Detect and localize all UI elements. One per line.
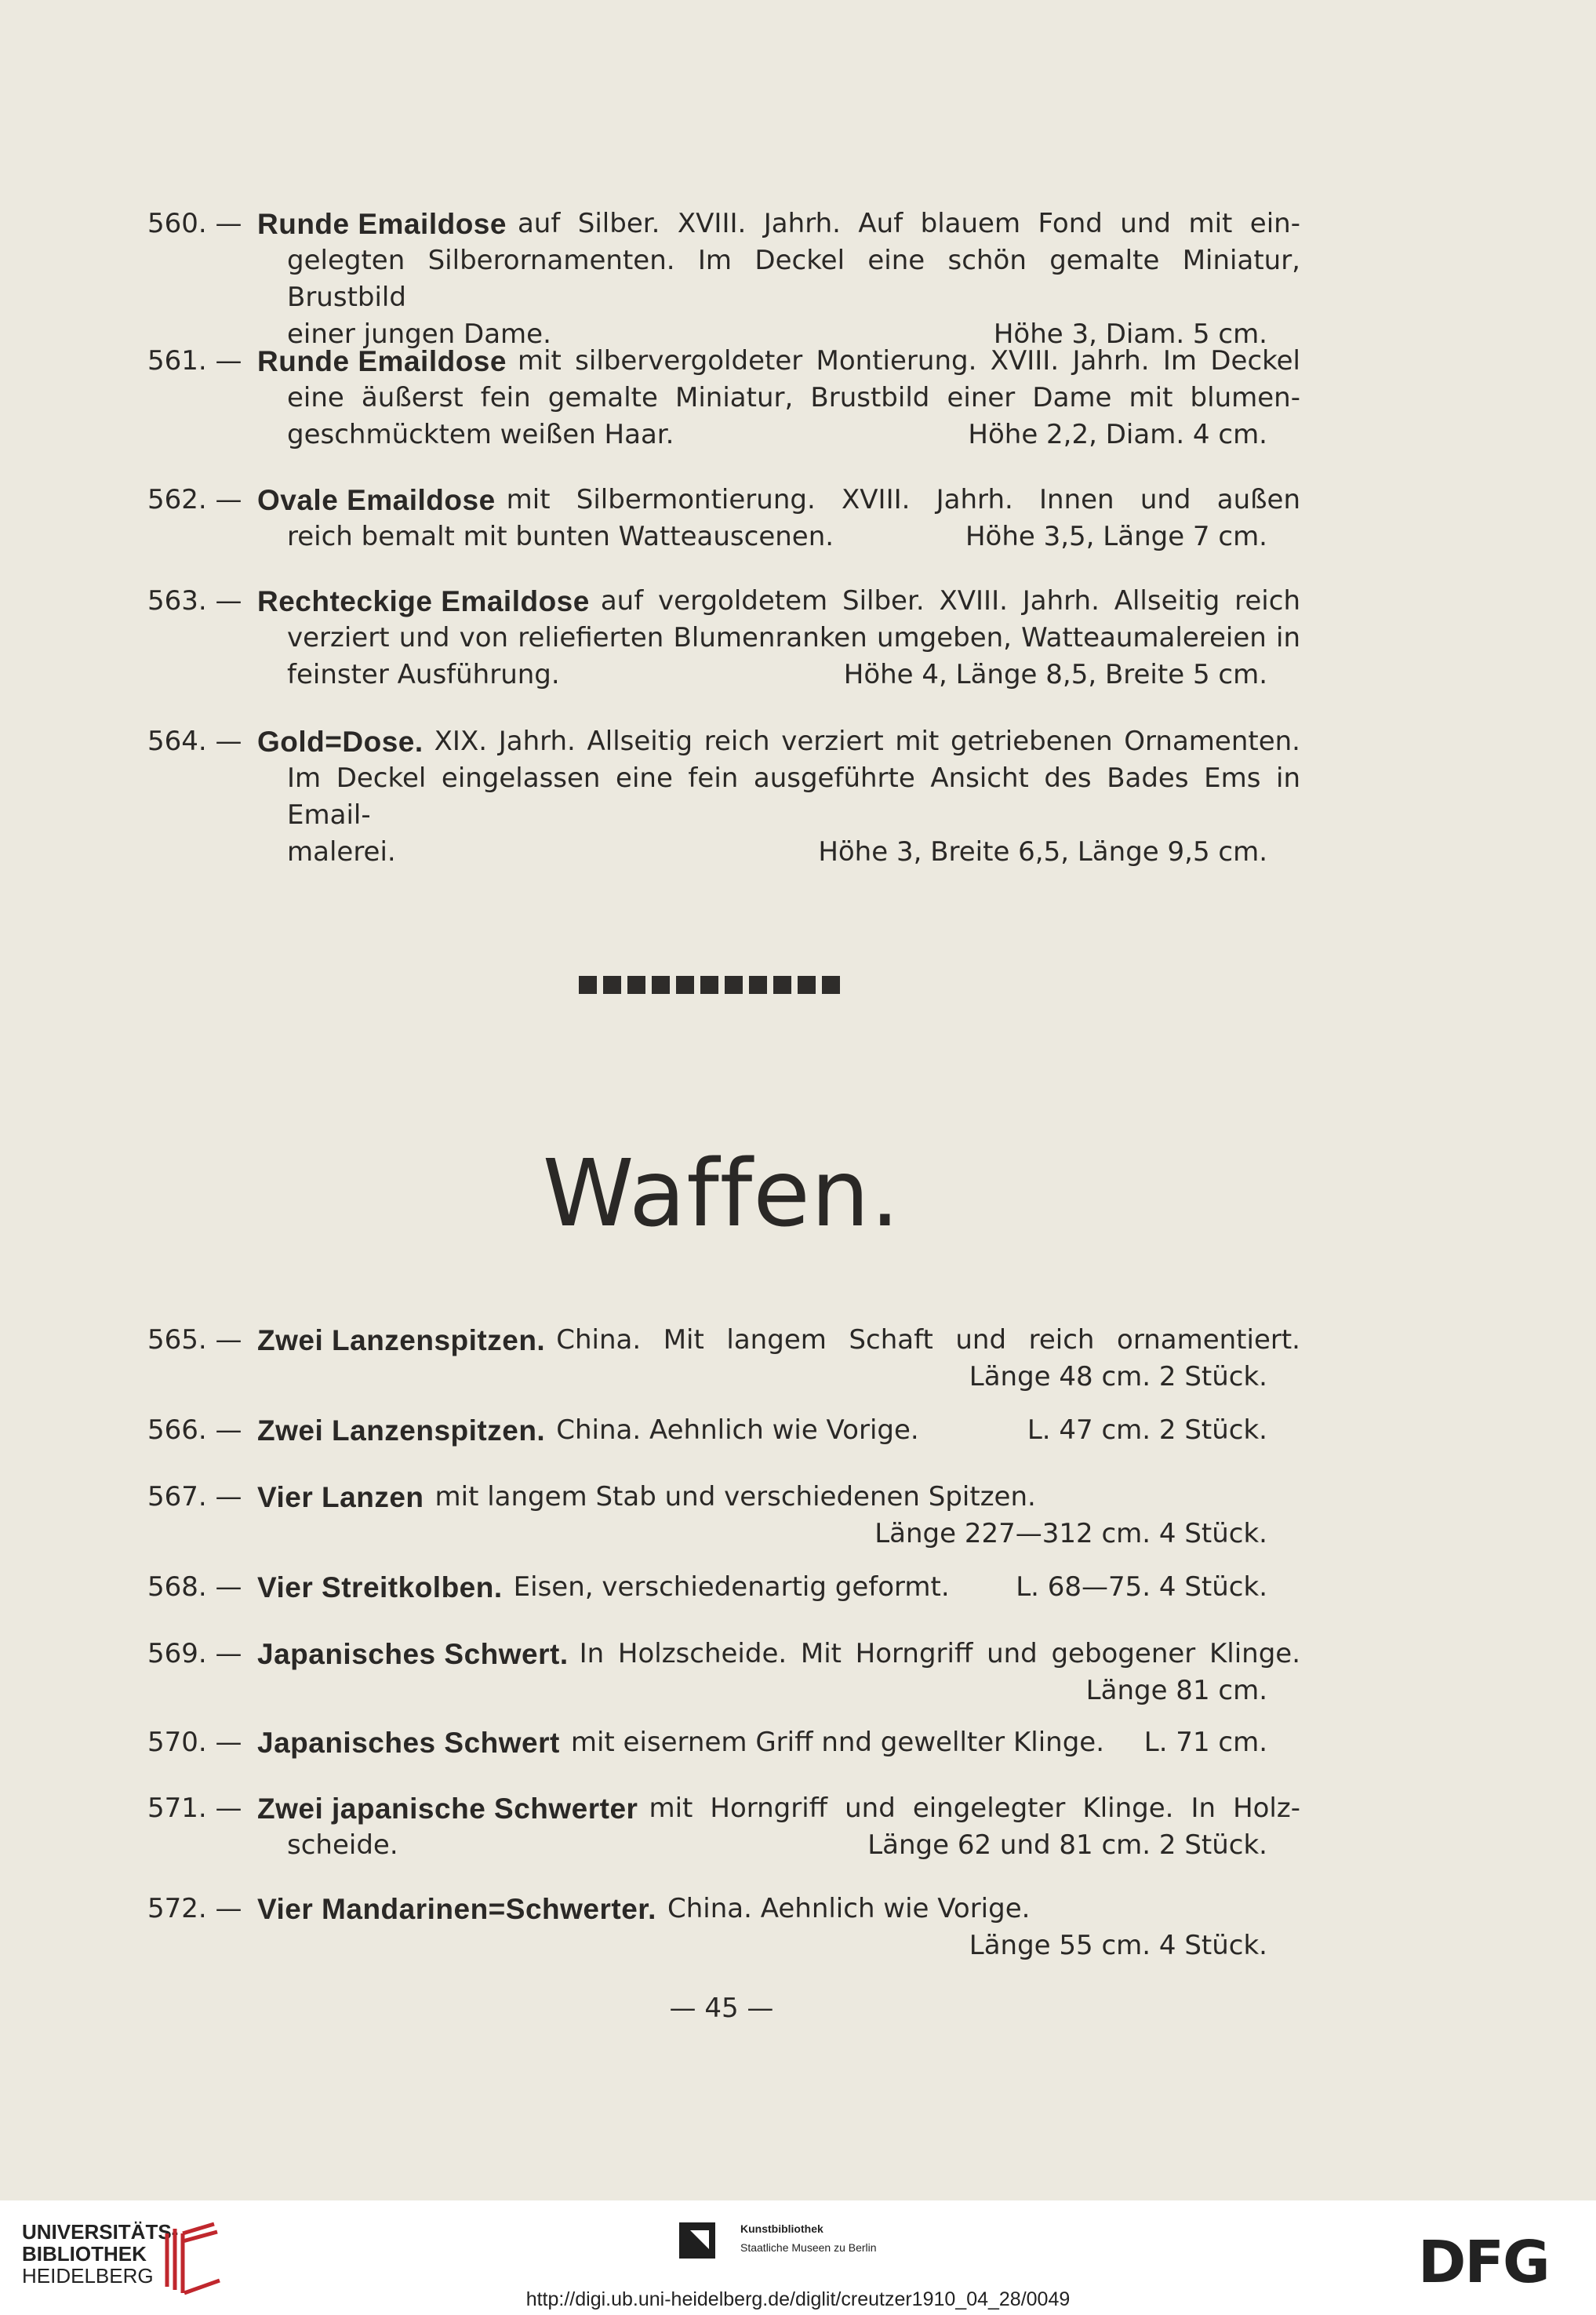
entry-text: Eisen, verschiedenartig geformt. (513, 1571, 950, 1603)
entry-number: 567. (147, 1481, 207, 1512)
entry-title: Zwei japanische Schwerter (257, 1793, 638, 1825)
entry-measurements: Länge 48 cm. 2 Stück. (969, 1361, 1267, 1392)
catalog-entry-569: 569. — Japanisches Schwert. In Holzscheide. Mit Horngriff und gebogener Klinge. Länge 81 cm. (147, 1636, 1300, 1709)
catalog-entry-563: 563. — Rechteckige Emaildose auf vergoldetem Silber. XVIII. Jahrh. Allseitig reich verziert und von reliefierten Blumenranken umgeben, Watteaumalereien in feinster Ausführung. Höhe 4, Länge 8,5, Breite 5 cm. (147, 583, 1300, 693)
entry-text: China. Aehnlich wie Vorige. (556, 1414, 919, 1446)
catalog-entry-570: 570. — Japanisches Schwert mit eisernem Griff nnd gewellter Klinge. L. 71 cm. (147, 1724, 1300, 1761)
entry-text: verziert und von reliefierten Blumenranken umgeben, Watteaumalereien in (287, 622, 1300, 653)
entry-number: 565. (147, 1324, 207, 1356)
university-logo-icon (161, 2218, 224, 2296)
entry-number: 572. (147, 1893, 207, 1924)
entry-text: mit Silbermontierung. XVIII. Jahrh. Innen und außen (506, 484, 1300, 515)
entry-text: scheide. (287, 1829, 398, 1861)
entry-number: 562. (147, 484, 207, 515)
entry-title: Japanisches Schwert (257, 1727, 560, 1759)
entry-title: Runde Emaildose (257, 345, 507, 377)
entry-text: mit eisernem Griff nnd gewellter Klinge. (570, 1727, 1105, 1758)
entry-text: malerei. (287, 836, 396, 868)
entry-measurements: Höhe 3, Diam. 5 cm. (993, 318, 1267, 350)
entry-text: einer jungen Dame. (287, 318, 551, 350)
entry-text: auf Silber. XVIII. Jahrh. Auf blauem Fond und mit ein- (517, 208, 1300, 239)
university-library-name: UNIVERSITÄTS- BIBLIOTHEK HEIDELBERG (22, 2220, 179, 2288)
entry-number: 569. (147, 1638, 207, 1669)
entry-number: 571. (147, 1793, 207, 1824)
entry-title: Runde Emaildose (257, 208, 507, 240)
entry-number: 564. (147, 726, 207, 757)
entry-text: Im Deckel eingelassen eine fein ausgeführte Ansicht des Bades Ems in Email- (287, 763, 1300, 831)
entry-title: Vier Lanzen (257, 1481, 424, 1513)
entry-text: China. Mit langem Schaft und reich ornamentiert. (556, 1324, 1300, 1356)
entry-title: Zwei Lanzenspitzen. (257, 1324, 546, 1356)
digitization-footer (0, 2200, 1596, 2315)
entry-measurements: L. 68—75. 4 Stück. (1016, 1571, 1267, 1603)
catalog-entry-566: 566. — Zwei Lanzenspitzen. China. Aehnlich wie Vorige. L. 47 cm. 2 Stück. (147, 1412, 1300, 1449)
entry-title: Japanisches Schwert. (257, 1638, 569, 1670)
entry-number: 570. (147, 1727, 207, 1758)
entry-text: auf vergoldetem Silber. XVIII. Jahrh. Allseitig reich (600, 585, 1300, 617)
entry-number: 560. (147, 208, 207, 239)
entry-text: mit langem Stab und verschiedenen Spitzen. (434, 1481, 1036, 1512)
entry-title: Vier Mandarinen=Schwerter. (257, 1893, 656, 1925)
catalog-entry-568: 568. — Vier Streitkolben. Eisen, verschiedenartig geformt. L. 68—75. 4 Stück. (147, 1569, 1300, 1606)
entry-title: Zwei Lanzenspitzen. (257, 1414, 546, 1447)
entry-text: feinster Ausführung. (287, 659, 560, 690)
entry-measurements: Höhe 2,2, Diam. 4 cm. (968, 419, 1267, 450)
section-heading: Waffen. (542, 1139, 901, 1247)
entry-measurements: Länge 227—312 cm. 4 Stück. (874, 1518, 1267, 1549)
catalog-entry-564: 564. — Gold=Dose. XIX. Jahrh. Allseitig reich verziert mit getriebenen Ornamenten. Im Deckel eingelassen eine fein ausgeführte Ansicht des Bades Ems in Email- malerei. Höhe 3, Breite 6,5, Länge 9,5 cm. (147, 723, 1300, 871)
entry-measurements: Höhe 3,5, Länge 7 cm. (965, 521, 1267, 552)
entry-title: Rechteckige Emaildose (257, 585, 590, 617)
permalink-url[interactable]: http://digi.ub.uni-heidelberg.de/diglit/creutzer1910_04_28/0049 (525, 2288, 1071, 2310)
entry-measurements: L. 71 cm. (1143, 1727, 1267, 1758)
entry-measurements: Höhe 4, Länge 8,5, Breite 5 cm. (843, 659, 1267, 690)
entry-text: China. Aehnlich wie Vorige. (667, 1893, 1031, 1924)
catalog-entry-571: 571. — Zwei japanische Schwerter mit Horngriff und eingelegter Klinge. In Holz- scheide. Länge 62 und 81 cm. 2 Stück. (147, 1790, 1300, 1864)
entry-text: In Holzscheide. Mit Horngriff und gebogener Klinge. (579, 1638, 1300, 1669)
catalog-entry-572: 572. — Vier Mandarinen=Schwerter. China. Aehnlich wie Vorige. Länge 55 cm. 4 Stück. (147, 1891, 1300, 1964)
kunstbibliothek-logo-icon (679, 2222, 715, 2259)
entry-title: Gold=Dose. (257, 726, 424, 758)
entry-measurements: Länge 55 cm. 4 Stück. (969, 1930, 1267, 1961)
entry-title: Ovale Emaildose (257, 484, 496, 516)
entry-measurements: L. 47 cm. 2 Stück. (1027, 1414, 1267, 1446)
entry-number: 568. (147, 1571, 207, 1603)
entry-measurements: Länge 62 und 81 cm. 2 Stück. (867, 1829, 1267, 1861)
entry-text: mit silbervergoldeter Montierung. XVIII. Jahrh. Im Deckel (517, 345, 1300, 377)
catalog-entry-565: 565. — Zwei Lanzenspitzen. China. Mit langem Schaft und reich ornamentiert. Länge 48 cm. 2 Stück. (147, 1322, 1300, 1396)
entry-text: XIX. Jahrh. Allseitig reich verziert mit getriebenen Ornamenten. (434, 726, 1300, 757)
catalog-entry-561: 561. — Runde Emaildose mit silbervergoldeter Montierung. XVIII. Jahrh. Im Deckel eine äußerst fein gemalte Miniatur, Brustbild einer Dame mit blumen- geschmücktem weißen Haar. Höhe 2,2, Diam. 4 cm. (147, 343, 1300, 453)
entry-number: 563. (147, 585, 207, 617)
entry-number: 566. (147, 1414, 207, 1446)
kunstbibliothek-name: Kunstbibliothek Staatliche Museen zu Berlin (740, 2222, 877, 2254)
entry-measurements: Länge 81 cm. (1085, 1675, 1267, 1706)
catalog-entry-562: 562. — Ovale Emaildose mit Silbermontierung. XVIII. Jahrh. Innen und außen reich bemalt mit bunten Watteauscenen. Höhe 3,5, Länge 7 cm. (147, 482, 1300, 555)
entry-text: gelegten Silberornamenten. Im Deckel eine schön gemalte Miniatur, Brustbild (287, 245, 1300, 313)
page-number: — 45 — (669, 1993, 774, 2024)
section-divider-ornament (579, 976, 840, 994)
catalog-entry-560: 560. — Runde Emaildose auf Silber. XVIII. Jahrh. Auf blauem Fond und mit ein- gelegten Silberornamenten. Im Deckel eine schön gemalte Miniatur, Brustbild einer jungen Dame. Höhe 3, Diam. 5 cm. (147, 206, 1300, 353)
catalog-entry-567: 567. — Vier Lanzen mit langem Stab und verschiedenen Spitzen. Länge 227—312 cm. 4 Stück. (147, 1479, 1300, 1552)
entry-title: Vier Streitkolben. (257, 1571, 503, 1603)
entry-text: geschmücktem weißen Haar. (287, 419, 674, 450)
entry-text: reich bemalt mit bunten Watteauscenen. (287, 521, 834, 552)
entry-measurements: Höhe 3, Breite 6,5, Länge 9,5 cm. (818, 836, 1267, 868)
entry-text: mit Horngriff und eingelegter Klinge. In Holz- (649, 1793, 1300, 1824)
dfg-logo: DFG (1418, 2229, 1549, 2296)
entry-number: 561. (147, 345, 207, 377)
entry-text: eine äußerst fein gemalte Miniatur, Brustbild einer Dame mit blumen- (287, 382, 1300, 413)
